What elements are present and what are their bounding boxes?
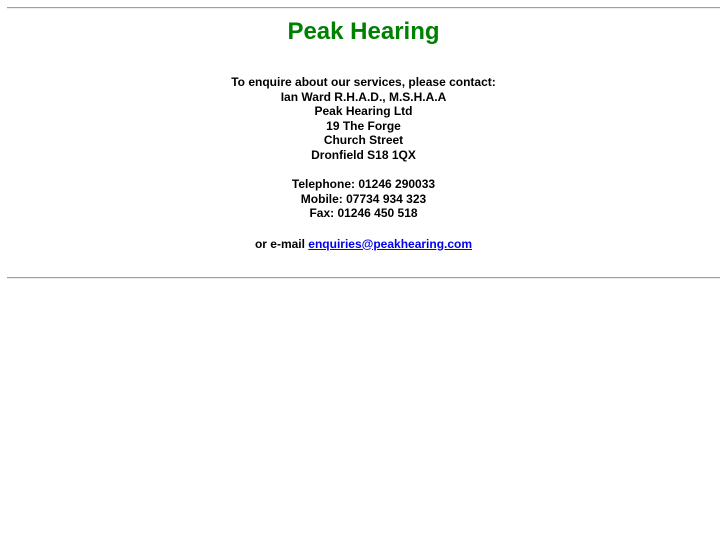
address-line-3: Dronfield S18 1QX	[311, 147, 416, 162]
contact-email-group	[0, 237, 727, 252]
email-link[interactable]: enquiries@peakhearing.com	[308, 236, 473, 251]
mobile-line: Mobile: 07734 934 323	[300, 191, 427, 206]
bottom-divider	[7, 277, 720, 279]
address-line-1: 19 The Forge	[326, 118, 401, 133]
contact-address-group	[0, 75, 727, 162]
contact-company-name: Peak Hearing Ltd	[314, 104, 413, 118]
telephone-line: Telephone: 01246 290033	[291, 177, 436, 191]
contact-phone-group	[0, 177, 727, 221]
fax-line: Fax: 01246 450 518	[309, 206, 418, 220]
address-line-2: Church Street	[323, 133, 404, 147]
email-prefix-text: or e-mail	[254, 236, 309, 251]
page-title: Peak Hearing	[287, 18, 440, 45]
contact-intro-text: To enquire about our services, please contact:	[231, 75, 496, 89]
contact-person-name: Ian Ward R.H.A.D., M.S.H.A.A	[280, 89, 447, 104]
contact-block	[0, 75, 727, 251]
top-divider	[7, 7, 720, 9]
